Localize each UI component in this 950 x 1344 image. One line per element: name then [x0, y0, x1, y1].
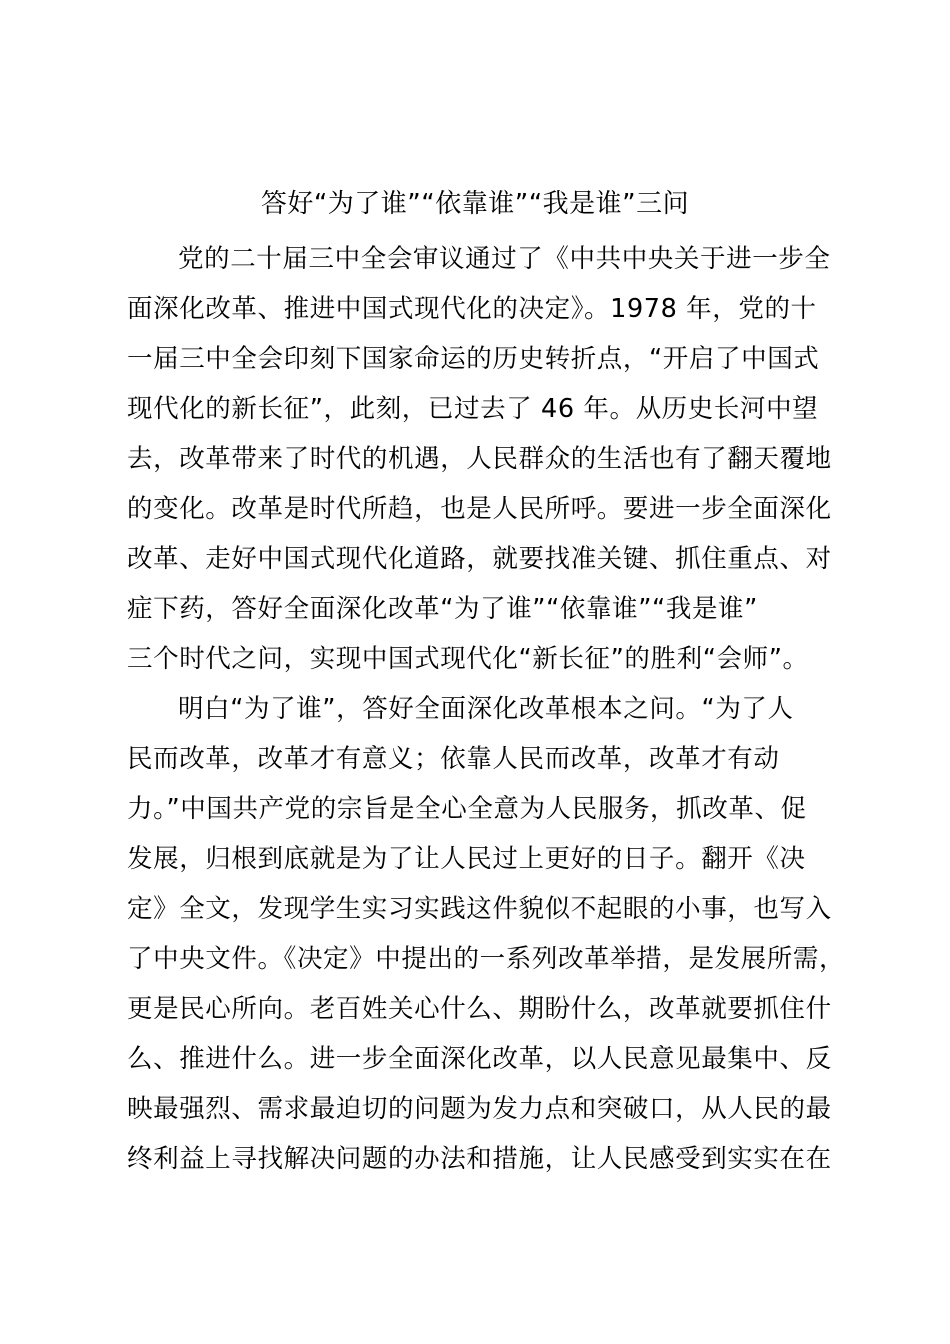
document-body: [127, 234, 847, 1184]
paragraph-line: 改革、走好中国式现代化道路，就要找准关键、抓住重点、对: [127, 544, 832, 574]
paragraph-line: 一届三中全会印刻下国家命运的历史转折点，“开启了中国式: [127, 344, 820, 374]
paragraph-line: 更是民心所向。老百姓关心什么、期盼什么，改革就要抓住什: [127, 994, 832, 1024]
document-title: 答好“为了谁”“依靠谁”“我是谁”三问: [260, 189, 690, 219]
paragraph-line: 终利益上寻找解决问题的办法和措施，让人民感受到实实在在: [127, 1144, 832, 1174]
paragraph-line: 党的二十届三中全会审议通过了《中共中央关于进一步全: [178, 244, 831, 274]
paragraph-line: 症下药，答好全面深化改革“为了谁”“依靠谁”“我是谁”: [127, 594, 758, 624]
paragraph-line: 民而改革，改革才有意义；依靠人民而改革，改革才有动: [127, 744, 780, 774]
paragraph-line: 明白“为了谁”，答好全面深化改革根本之问。“为了人: [178, 694, 794, 724]
paragraph-line: 三个时代之问，实现中国式现代化“新长征”的胜利“会师”。: [127, 644, 809, 674]
paragraph-line: 么、推进什么。进一步全面深化改革，以人民意见最集中、反: [127, 1044, 832, 1074]
paragraph-line: 现代化的新长征”，此刻，已过去了 46 年。从历史长河中望: [127, 394, 819, 424]
paragraph-line: 的变化。改革是时代所趋，也是人民所呼。要进一步全面深化: [127, 494, 832, 524]
paragraph-line: 了中央文件。《决定》中提出的一系列改革举措，是发展所需，: [127, 944, 846, 974]
paragraph-line: 发展，归根到底就是为了让人民过上更好的日子。翻开《决: [127, 844, 806, 874]
paragraph-line: 定》全文，发现学生实习实践这件貌似不起眼的小事，也写入: [127, 894, 832, 924]
paragraph-line: 去，改革带来了时代的机遇，人民群众的生活也有了翻天覆地: [127, 444, 832, 474]
paragraph-line: 映最强烈、需求最迫切的问题为发力点和突破口，从人民的最: [127, 1094, 832, 1124]
paragraph-line: 力。”中国共产党的宗旨是全心全意为人民服务，抓改革、促: [127, 794, 807, 824]
paragraph-line: 面深化改革、推进中国式现代化的决定》。1978 年，党的十: [127, 294, 817, 324]
